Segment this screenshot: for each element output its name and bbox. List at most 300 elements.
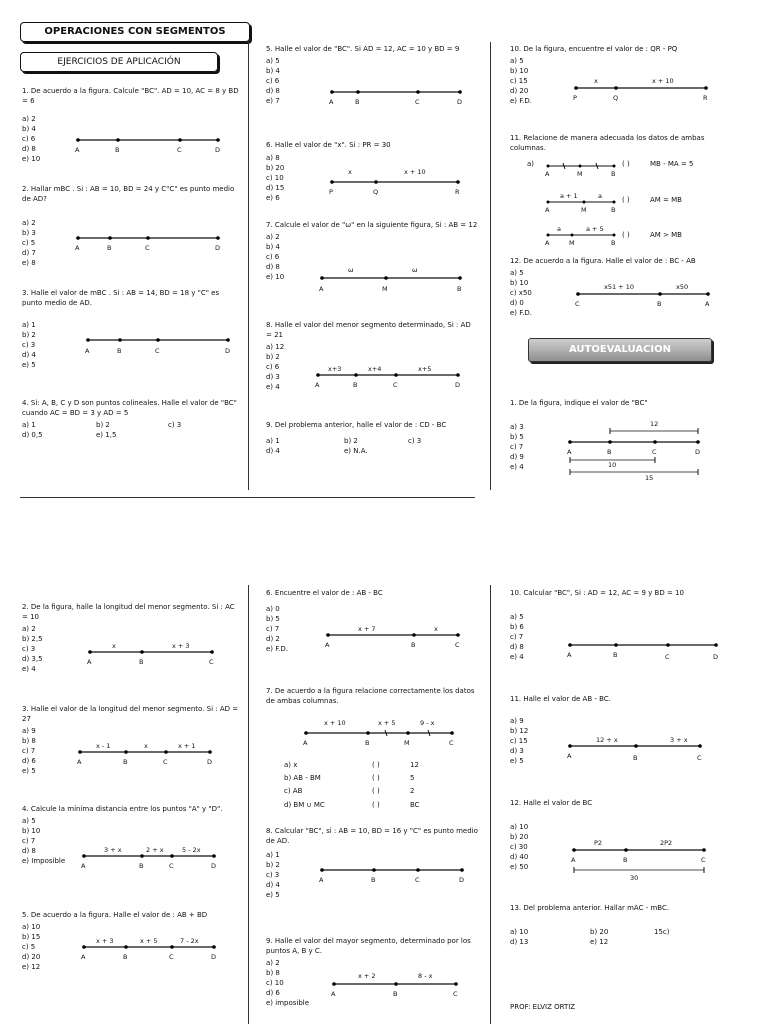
point-label: D [695, 448, 701, 456]
option: e) 5 [510, 757, 524, 765]
segment-label: a + 5 [586, 225, 604, 233]
option: 15c) [654, 928, 670, 936]
option: a) 5 [22, 817, 36, 825]
question-text: 13. Del problema anterior. Hallar mAC - mBC. [510, 904, 670, 912]
option: b) 15 [22, 933, 41, 941]
relation-answer: AM = MB [650, 196, 682, 204]
option: e) 10 [266, 273, 285, 281]
segment-label: 5 - 2x [182, 846, 201, 854]
option: c) 6 [266, 77, 280, 85]
segment-label: x [144, 742, 148, 750]
option: e) F.D. [266, 645, 289, 653]
question-text: 3. Halle el valor de la longitud del menor segmento. Si : AD = 27 [22, 705, 239, 723]
question-text: 5. Halle el valor de "BC". Si AD = 12, AC = 10 y BD = 9 [266, 45, 460, 53]
option: d) 20 [510, 87, 529, 95]
option: c) 7 [22, 747, 36, 755]
point-label: C [209, 658, 214, 666]
option: c) 3 [266, 871, 280, 879]
segment-label: 9 - x [420, 719, 435, 727]
option: a) 1 [22, 421, 36, 429]
relation-answer: AM > MB [650, 231, 682, 239]
option: e) 50 [510, 863, 529, 871]
measure-label: 30 [630, 874, 639, 882]
relation-left: a) x [284, 761, 298, 769]
autoevaluacion-banner: AUTOEVALUACION [528, 338, 712, 362]
option: a) 10 [510, 823, 529, 831]
option: c) 7 [510, 443, 524, 451]
point-label: B [633, 754, 638, 762]
question-11 [510, 133, 722, 153]
relation-paren: ( ) [372, 801, 380, 809]
option: e) 4 [510, 653, 524, 661]
point-label: B [107, 244, 112, 252]
option: c) 3 [408, 437, 422, 445]
segment-label: P2 [594, 839, 603, 847]
option: d) 8 [22, 145, 36, 153]
segment-label: 2 + x [146, 846, 164, 854]
option: d) 3 [266, 373, 280, 381]
option: b) 2 [266, 861, 280, 869]
option: d) 20 [22, 953, 41, 961]
option: b) 3 [22, 229, 36, 237]
segment-label: x + 1 [178, 742, 196, 750]
option: e) 4 [510, 463, 524, 471]
option: d) 6 [266, 989, 280, 997]
question-b10 [510, 588, 722, 662]
segment-label: x [112, 642, 116, 650]
question-text: 2. De la figura, halle la longitud del menor segmento. Si : AC = 10 [22, 603, 235, 621]
segment-label: x + 5 [378, 719, 396, 727]
point-label: A [567, 448, 572, 456]
relation-paren: ( ) [372, 761, 380, 769]
option: a) 1 [266, 851, 280, 859]
point-label: P [573, 94, 577, 102]
option: a) 2 [266, 959, 280, 967]
question-text: 9. Del problema anterior, halle el valor de : CD - BC [266, 421, 447, 429]
option: a) 2 [266, 233, 280, 241]
relation-paren: ( ) [372, 787, 380, 795]
option: c) 10 [266, 979, 284, 987]
question-b2 [22, 602, 240, 674]
segment-label: x+4 [368, 365, 382, 373]
option: a) 9 [510, 717, 524, 725]
point-label: B [611, 239, 616, 247]
point-label: A [319, 876, 324, 884]
point-label: A [81, 862, 86, 870]
question-2 [22, 184, 240, 268]
point-label: B [139, 862, 144, 870]
point-label: D [211, 862, 217, 870]
option: d) 8 [510, 643, 524, 651]
option: d) 3,5 [22, 655, 43, 663]
point-label: B [607, 448, 612, 456]
question-b4 [22, 804, 240, 866]
option: e) 5 [22, 361, 36, 369]
segment-label: 2P2 [660, 839, 673, 847]
option: a) 1 [266, 437, 280, 445]
question-text: 5. De acuerdo a la figura. Halle el valor de : AB + BD [22, 911, 208, 919]
footer-author: PROF: ELVIZ ORTIZ [510, 1003, 576, 1011]
point-label: A [315, 381, 320, 389]
point-label: M [382, 285, 388, 293]
option: c) 15 [510, 77, 528, 85]
point-label: D [225, 347, 231, 355]
option: e) 6 [266, 194, 280, 202]
option: c) x50 [510, 289, 532, 297]
point-label: M [577, 170, 583, 178]
point-label: B [139, 658, 144, 666]
point-label: A [319, 285, 324, 293]
option: c) 3 [168, 421, 182, 429]
point-label: M [581, 206, 587, 214]
option: a) 3 [510, 423, 524, 431]
option: e) imposible [266, 999, 310, 1007]
measure-label: 12 [650, 420, 659, 428]
question-text: 2. Hallar mBC . Si : AB = 10, BD = 24 y C"C" es punto medio de AD? [22, 185, 235, 203]
question-3 [22, 288, 240, 370]
segment-label: x + 10 [652, 77, 674, 85]
point-label: D [211, 953, 217, 961]
option: a) 10 [510, 928, 529, 936]
option: e) 5 [22, 767, 36, 775]
question-text: 11. Halle el valor de AB - BC. [510, 695, 611, 703]
option: d) 8 [266, 263, 280, 271]
option: c) 7 [22, 837, 36, 845]
relation-left: c) AB [284, 787, 303, 795]
question-text: 7. Calcule el valor de "ω" en la siguiente figura, Si : AB = 12 [266, 221, 478, 229]
point-label: M [404, 739, 410, 747]
option: c) 3 [22, 341, 36, 349]
segment-label: x+5 [418, 365, 432, 373]
point-label: A [87, 658, 92, 666]
point-label: C [415, 98, 420, 106]
option: b) 4 [266, 243, 280, 251]
option: a) 9 [22, 727, 36, 735]
segment-label: a + 1 [560, 192, 578, 200]
option: e) 5 [266, 891, 280, 899]
option: c) 6 [266, 363, 280, 371]
point-label: A [545, 239, 550, 247]
relation-right: BC [410, 801, 420, 809]
option: b) 20 [266, 164, 285, 172]
segment-label: x+3 [328, 365, 342, 373]
option: d) 4 [22, 351, 36, 359]
point-label: A [85, 347, 90, 355]
point-label: A [329, 98, 334, 106]
option: a) 5 [510, 269, 524, 277]
segment-label: 3 + x [670, 736, 688, 744]
segment-label: 3 + x [104, 846, 122, 854]
option: b) 2 [22, 331, 36, 339]
question-text: 11. Relacione de manera adecuada los datos de ambas columnas. [510, 134, 705, 152]
point-label: D [215, 244, 221, 252]
point-label: A [331, 990, 336, 998]
option: e) 1,5 [96, 431, 117, 439]
column-divider [248, 585, 249, 1024]
point-label: B [355, 98, 360, 106]
option: e) 12 [590, 938, 609, 946]
point-label: D [207, 758, 213, 766]
option: a) 1 [22, 321, 36, 329]
point-label: B [411, 641, 416, 649]
question-b8 [266, 826, 478, 900]
relation-left: d) BM ∪ MC [284, 801, 325, 809]
question-text: 7. De acuerdo a la figura relacione correctamente los datos de ambas columnas. [266, 687, 475, 705]
point-label: Q [613, 94, 619, 102]
question-7 [266, 220, 478, 282]
measure-label: 10 [608, 461, 617, 469]
option: b) 10 [510, 279, 529, 287]
point-label: C [665, 653, 670, 661]
option: d) 4 [266, 447, 280, 455]
question-text: 9. Halle el valor del mayor segmento, determinado por los puntos A, B y C. [266, 937, 471, 955]
option: c) 7 [510, 633, 524, 641]
option: c) 3 [22, 645, 36, 653]
point-label: B [611, 206, 616, 214]
segment-label: x + 7 [358, 625, 376, 633]
option: a) 5 [510, 57, 524, 65]
option: b) 8 [266, 969, 280, 977]
point-label: C [575, 300, 580, 308]
option: e) N.A. [344, 447, 368, 455]
option: b) 12 [510, 727, 529, 735]
column-divider [490, 585, 491, 1024]
option: d) 3 [510, 747, 524, 755]
question-b3 [22, 704, 240, 776]
segment-label: x + 3 [96, 937, 114, 945]
point-label: A [303, 739, 308, 747]
option: d) 0 [510, 299, 524, 307]
option: b) 2 [266, 353, 280, 361]
option: c) 30 [510, 843, 528, 851]
segment-label: x [594, 77, 598, 85]
point-label: B [393, 990, 398, 998]
question-text: 12. De acuerdo a la figura. Halle el valor de : BC - AB [510, 257, 696, 265]
question-12 [510, 256, 722, 318]
option: e) 7 [266, 97, 280, 105]
option: e) 10 [22, 155, 41, 163]
option: e) Imposible [22, 857, 66, 865]
question-b6 [266, 588, 478, 654]
point-label: C [393, 381, 398, 389]
segment-label: 7 - 2x [180, 937, 199, 945]
point-label: C [697, 754, 702, 762]
segment-label: 12 + x [596, 736, 618, 744]
option: b) 6 [510, 623, 524, 631]
question-text: 6. Halle el valor de "x". Si : PR = 30 [266, 141, 391, 149]
option: a) 2 [22, 219, 36, 227]
point-label: D [713, 653, 719, 661]
section-subtitle: EJERCICIOS DE APLICACIÓN [20, 52, 218, 72]
option: b) 2,5 [22, 635, 43, 643]
option: c) 10 [266, 174, 284, 182]
point-label: B [623, 856, 628, 864]
point-label: B [123, 758, 128, 766]
point-label: B [457, 285, 462, 293]
point-label: C [701, 856, 706, 864]
point-label: P [329, 188, 333, 196]
option: c) 5 [22, 943, 36, 951]
segment-label: ω [412, 266, 418, 274]
point-label: C [449, 739, 454, 747]
segment-label: x [348, 168, 352, 176]
question-b5 [22, 910, 240, 972]
segment-label: x + 3 [172, 642, 190, 650]
point-label: A [75, 146, 80, 154]
option: e) 4 [266, 383, 280, 391]
point-label: B [611, 170, 616, 178]
point-label: B [657, 300, 662, 308]
option: b) 5 [266, 615, 280, 623]
segment-label: x - 1 [96, 742, 111, 750]
option: a) 12 [266, 343, 285, 351]
question-text: 8. Calcular "BC", si : AB = 10, BD = 16 y "C" es punto medio de AD. [266, 827, 478, 845]
question-text: 1. De acuerdo a la figura. Calcule "BC". AD = 10, AC = 8 y BD = 6 [22, 87, 239, 105]
point-label: R [703, 94, 708, 102]
question-4 [22, 398, 240, 440]
option: a) 10 [22, 923, 41, 931]
point-label: B [613, 651, 618, 659]
point-label: C [453, 990, 458, 998]
option: a) 0 [266, 605, 280, 613]
option: c) 15 [510, 737, 528, 745]
point-label: A [567, 752, 572, 760]
question-text: 10. De la figura, encuentre el valor de : QR - PQ [510, 45, 678, 53]
option: c) 6 [22, 135, 36, 143]
point-label: C [155, 347, 160, 355]
segment-label: x51 + 10 [604, 283, 634, 291]
option: a) 5 [266, 57, 280, 65]
relation-paren: ( ) [372, 774, 380, 782]
question-text: 3. Halle el valor de mBC . Si : AB = 14, BD = 18 y "C" es punto medio de AD. [22, 289, 220, 307]
point-label: B [365, 739, 370, 747]
point-label: B [115, 146, 120, 154]
option: d) 7 [22, 249, 36, 257]
segment-label: x [434, 625, 438, 633]
relation-right: 5 [410, 774, 415, 782]
option: e) F.D. [510, 309, 533, 317]
point-label: B [123, 953, 128, 961]
option: b) 5 [510, 433, 524, 441]
relation-paren: ( ) [622, 196, 630, 204]
question-b12 [510, 798, 722, 872]
segment-label: x + 2 [358, 972, 376, 980]
option: a) 8 [266, 154, 280, 162]
relation-right: 2 [410, 787, 415, 795]
point-label: A [567, 651, 572, 659]
option: d) 15 [266, 184, 285, 192]
option: d) 40 [510, 853, 529, 861]
point-label: B [353, 381, 358, 389]
question-b13 [510, 903, 722, 947]
option: d) 9 [510, 453, 524, 461]
relation-answer: MB - MA = 5 [650, 160, 694, 168]
segment-label: x50 [676, 283, 689, 291]
point-label: R [455, 188, 460, 196]
option: a) 5 [510, 613, 524, 621]
point-label: A [77, 758, 82, 766]
question-text: 4. Calcule la mínima distancia entre los puntos "A" y "D". [22, 805, 223, 813]
point-label: A [325, 641, 330, 649]
point-label: C [415, 876, 420, 884]
point-label: D [459, 876, 465, 884]
option: d) 8 [22, 847, 36, 855]
option: b) 8 [22, 737, 36, 745]
point-label: C [163, 758, 168, 766]
option: b) 2 [96, 421, 110, 429]
point-label: D [457, 98, 463, 106]
point-label: A [705, 300, 710, 308]
point-label: B [117, 347, 122, 355]
point-label: A [545, 170, 550, 178]
option: e) F.D. [510, 97, 533, 105]
option: b) 10 [22, 827, 41, 835]
question-b9 [266, 936, 478, 1008]
point-label: A [81, 953, 86, 961]
segment-label: x + 10 [404, 168, 426, 176]
relation-paren: ( ) [622, 231, 630, 239]
point-label: A [571, 856, 576, 864]
autoeval-question-1 [510, 398, 722, 472]
relation-right: 12 [410, 761, 419, 769]
option: b) 20 [510, 833, 529, 841]
option: a) 2 [22, 115, 36, 123]
relation-left: b) AB - BM [284, 774, 321, 782]
option: d) 0,5 [22, 431, 43, 439]
question-10 [510, 44, 722, 106]
point-label: C [455, 641, 460, 649]
option: e) 4 [22, 665, 36, 673]
option: b) 20 [590, 928, 609, 936]
point-label: M [569, 239, 575, 247]
point-label: C [169, 862, 174, 870]
option: d) 2 [266, 635, 280, 643]
point-label: D [455, 381, 461, 389]
option: c) 6 [266, 253, 280, 261]
question-text: 8. Halle el valor del menor segmento determinado, Si : AD = 21 [266, 321, 471, 339]
segment-label: 8 - x [418, 972, 433, 980]
point-label: D [215, 146, 221, 154]
segment-label: a [557, 225, 561, 233]
point-label: A [75, 244, 80, 252]
question-b11 [510, 694, 722, 766]
page-title: OPERACIONES CON SEGMENTOS [20, 22, 250, 42]
option: b) 2 [344, 437, 358, 445]
question-8 [266, 320, 478, 392]
segment-label: ω [348, 266, 354, 274]
question-6 [266, 140, 478, 203]
point-label: A [545, 206, 550, 214]
question-9 [266, 420, 478, 456]
question-text: 4. Si: A, B, C y D son puntos colineales. Halle el valor de "BC" cuando AC = BD = 3 y AD = 5 [22, 399, 237, 417]
question-5 [266, 44, 478, 106]
option: b) 10 [510, 67, 529, 75]
point-label: C [652, 448, 657, 456]
option: d) 4 [266, 881, 280, 889]
segment-label: x + 5 [140, 937, 158, 945]
option: e) 8 [22, 259, 36, 267]
question-text: 1. De la figura, indique el valor de "BC" [510, 399, 648, 407]
measure-label: 15 [645, 474, 654, 482]
point-label: C [177, 146, 182, 154]
point-label: B [371, 876, 376, 884]
relation-paren: ( ) [622, 160, 630, 168]
question-text: 10. Calcular "BC", Si : AD = 12, AC = 9 y BD = 10 [510, 589, 684, 597]
option: c) 5 [22, 239, 36, 247]
point-label: C [169, 953, 174, 961]
option: c) 7 [266, 625, 280, 633]
option: b) 4 [22, 125, 36, 133]
